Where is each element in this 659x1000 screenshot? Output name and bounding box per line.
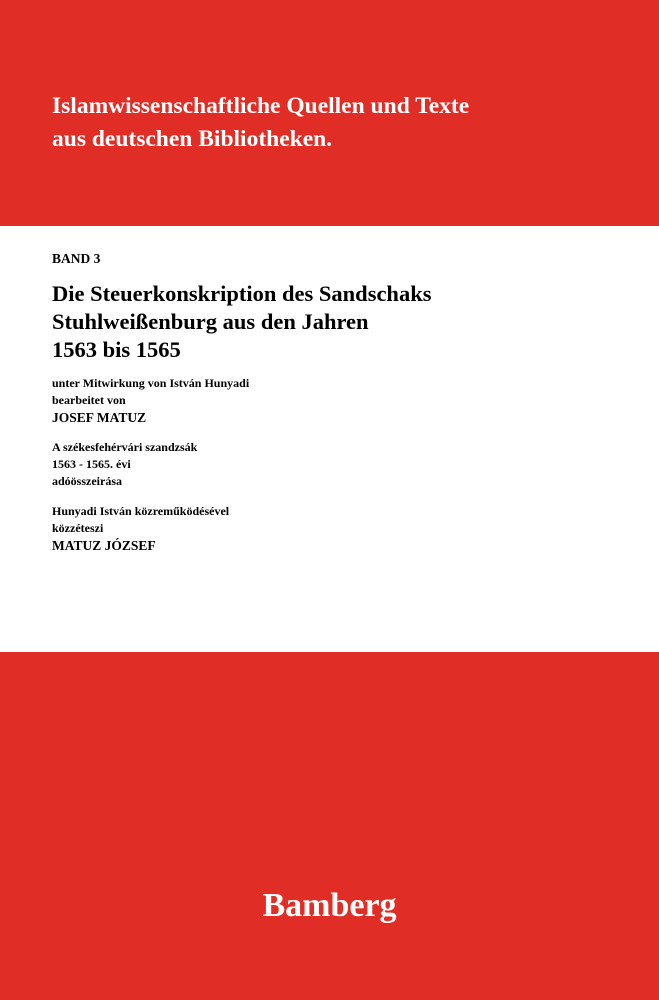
volume-label: BAND 3 bbox=[52, 251, 101, 266]
top-red-band bbox=[0, 0, 659, 226]
hungarian-author: MATUZ JÓZSEF bbox=[52, 538, 156, 553]
hungarian-credits bbox=[52, 503, 431, 554]
main-title-line-1: Die Steuerkonskription des Sandschaks bbox=[52, 281, 432, 306]
hungarian-credit-line-1: Hunyadi István közreműködésével bbox=[52, 504, 230, 518]
hungarian-title bbox=[52, 439, 431, 490]
series-title bbox=[52, 90, 469, 156]
publisher-name: Bamberg bbox=[262, 887, 397, 924]
german-author: JOSEF MATUZ bbox=[52, 410, 147, 425]
main-title-line-2: Stuhlweißenburg aus den Jahren bbox=[52, 309, 369, 334]
main-title bbox=[52, 280, 431, 364]
german-credit-line-2: bearbeitet von bbox=[52, 393, 126, 407]
hungarian-credit-line-2: közzéteszi bbox=[52, 521, 104, 535]
series-line-2: aus deutschen Bibliotheken. bbox=[52, 126, 333, 152]
bottom-red-band bbox=[0, 652, 659, 1000]
hungarian-title-line-1: A székesfehérvári szandzsák bbox=[52, 440, 198, 454]
main-title-line-3: 1563 bis 1565 bbox=[52, 337, 181, 362]
hungarian-title-line-2: 1563 - 1565. évi bbox=[52, 457, 131, 471]
german-credits bbox=[52, 375, 431, 426]
series-line-1: Islamwissenschaftliche Quellen und Texte bbox=[52, 93, 470, 119]
title-block bbox=[52, 250, 431, 554]
hungarian-title-line-3: adóösszeirása bbox=[52, 474, 122, 488]
german-credit-line-1: unter Mitwirkung von István Hunyadi bbox=[52, 376, 250, 390]
